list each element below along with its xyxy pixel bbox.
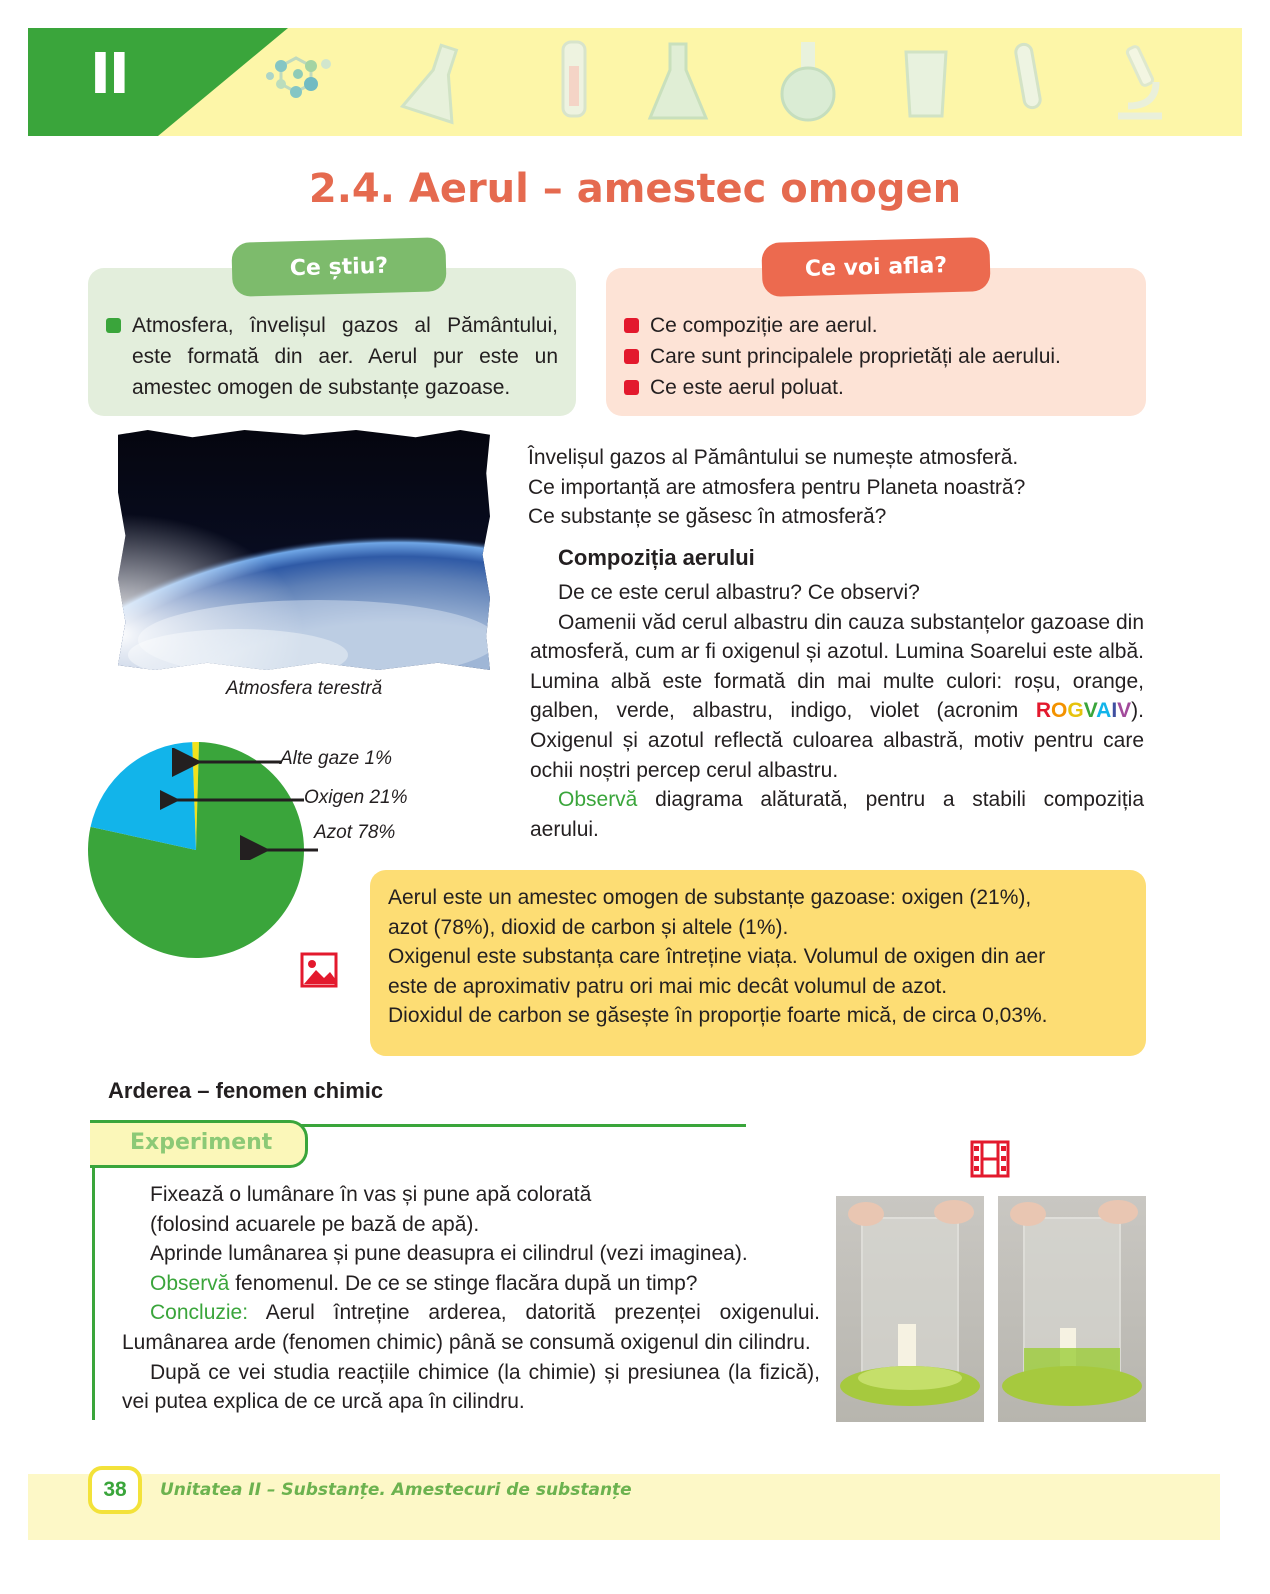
microscope-icon — [1098, 36, 1178, 126]
learn-tab: Ce voi afla? — [761, 237, 990, 297]
know-text: Atmosfera, învelișul gazos al Pământului, este formată din aer. Aerul pur este un amestec omogen de substanțe gazoase. — [132, 314, 558, 399]
acronym-letter: G — [1067, 699, 1084, 723]
combustion-title: Arderea – fenomen chimic — [108, 1078, 384, 1103]
experiment-side-line — [92, 1150, 95, 1420]
candle-experiment-photo-2 — [998, 1196, 1146, 1422]
acronym-letter: V — [1083, 699, 1097, 723]
experiment-text: Fixează o lumânare în vas și pune apă colorată (folosind acuarele pe bază de apă). Aprinde lumânarea și pune deasupra ei cilindrul (vezi imaginea). Observă fenomenul. De ce se stinge flacăra după un timp? Concluzie: Aerul întreține arderea, datorită prezenței oxigenului. Lumânarea arde (fenomen chimic) până se consumă oxigenul din cilindru. După ce vei studia reacțiile chimice (la chimie) și presiunea (la fizică), vei putea explica de ce urcă apa în cilindru. — [122, 1183, 820, 1414]
learn-list — [624, 310, 1134, 403]
intro-paragraph: Învelișul gazos al Pământului se numește atmosferă. Ce importanță are atmosfera pentru Planeta noastră? Ce substanțe se găsesc în atmosferă? — [528, 446, 1026, 529]
unit-number: II — [90, 42, 128, 107]
image-gallery-icon[interactable] — [300, 952, 338, 988]
molecule-icon — [256, 36, 336, 126]
list-item: Ce compoziție are aerul. — [624, 310, 1134, 341]
test-tube-icon — [988, 36, 1068, 126]
list-item: Ce este aerul poluat. — [624, 372, 1134, 403]
round-flask-icon — [768, 36, 848, 126]
acronym-letter: I — [1111, 699, 1118, 723]
header-band — [28, 28, 1242, 136]
pie-label-other: Alte gaze 1% — [280, 748, 392, 769]
page-number: 38 — [88, 1466, 142, 1514]
rogvaiv-acronym — [1036, 699, 1131, 722]
experiment-label: Experiment — [130, 1130, 273, 1155]
composition-text: De ce este cerul albastru? Ce observi? Oamenii văd cerul albastru din cauza substanțelor gazoase din atmosferă, cum ar fi oxigenul și azotul. Lumina Soarelui este albă. Lumina albă este formată din mai multe culori: roșu, orange, galben, verde, albastru, indigo, violet (acronim ROGVAIV). Oxigenul și azotul reflectă culoarea albastră, motiv pentru care ochii noștri percep cerul albastru. Observă diagrama alăturată, pentru a stabili compoziția aerului. — [530, 581, 1144, 841]
unit-tab — [28, 28, 288, 136]
flask-icon — [398, 36, 478, 126]
red-bullet-icon — [624, 380, 639, 395]
acronym-letter: A — [1096, 699, 1112, 723]
earth-caption: Atmosfera terestră — [225, 678, 383, 699]
pie-arrows — [160, 748, 320, 860]
earth-atmosphere-photo — [118, 430, 490, 670]
green-bullet-icon — [106, 318, 121, 333]
pie-label-oxygen: Oxigen 21% — [304, 787, 408, 808]
summary-text: Aerul este un amestec omogen de substanțe gazoase: oxigen (21%), azot (78%), dioxid de carbon și altele (1%). Oxigenul este substanța care întreține viața. Volumul de oxigen din aer este de aproximativ patru ori mai mic decât volumul de azot. Dioxidul de carbon se găsește în proporție foarte mică, de circa 0,03%. — [388, 886, 1048, 1028]
red-bullet-icon — [624, 318, 639, 333]
thermometer-icon — [533, 36, 613, 126]
candle-experiment-photo-1 — [836, 1196, 984, 1422]
conical-flask-icon — [638, 36, 718, 126]
experiment-line — [300, 1124, 746, 1127]
footer-text: Unitatea II – Substanțe. Amestecuri de substanțe — [160, 1480, 632, 1500]
pie-label-nitrogen: Azot 78% — [314, 822, 396, 843]
beaker-icon — [886, 36, 966, 126]
video-film-icon[interactable] — [970, 1140, 1010, 1178]
acronym-letter: R — [1035, 699, 1051, 723]
red-bullet-icon — [624, 349, 639, 364]
list-item: Care sunt principalele proprietăți ale aerului. — [624, 341, 1134, 372]
acronym-letter: O — [1051, 699, 1068, 723]
composition-title: Compoziția aerului — [558, 545, 755, 570]
acronym-letter: V — [1117, 699, 1132, 723]
page-title: 2.4. Aerul – amestec omogen — [308, 166, 962, 212]
know-tab: Ce știu? — [231, 237, 446, 297]
